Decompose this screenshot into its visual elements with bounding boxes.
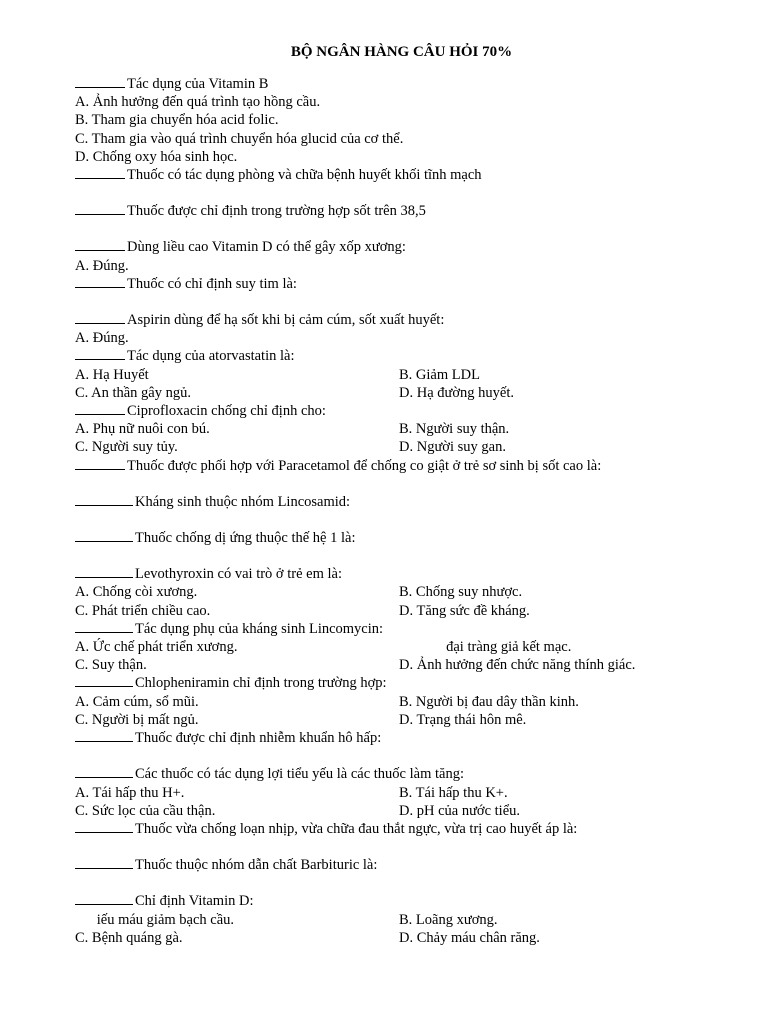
page-title: BỘ NGÂN HÀNG CÂU HỎI 70% [290, 44, 513, 60]
answer-option: C. Sức lọc của cầu thận. [75, 802, 216, 819]
answer-option: A. Tái hấp thu H+. [75, 784, 185, 801]
answer-blank [75, 166, 125, 179]
answer-option: B. Người bị đau dây thần kinh. [399, 693, 579, 710]
answer-option: A. Đúng. [75, 257, 129, 274]
answer-option: A. Hạ Huyết [75, 366, 149, 383]
answer-option: D. Tăng sức đề kháng. [399, 602, 530, 619]
question [75, 493, 728, 511]
answer-option-row [75, 911, 728, 929]
answer-option-row [75, 438, 728, 456]
answer-option: D. Chảy máu chân răng. [399, 929, 540, 946]
answer-option-row [75, 638, 728, 656]
answer-blank [75, 75, 125, 88]
question [75, 765, 728, 783]
question-text: Dùng liều cao Vitamin D có thể gây xốp xương: [127, 239, 406, 256]
question-text: Thuốc có tác dụng phòng và chữa bệnh huyết khối tĩnh mạch [127, 167, 482, 184]
answer-blank [75, 238, 125, 251]
question [75, 729, 728, 747]
question-text: Tác dụng của atorvastatin là: [127, 348, 295, 365]
answer-option: C. An thần gây ngủ. [75, 384, 191, 401]
answer-option: iếu máu giảm bạch cầu. [75, 911, 235, 928]
answer-option-row [75, 366, 728, 384]
answer-option: D. Người suy gan. [399, 439, 506, 456]
question-text: Tác dụng phụ của kháng sinh Lincomycin: [135, 620, 384, 637]
answer-blank [75, 856, 133, 869]
question-text: Thuốc vừa chống loạn nhịp, vừa chữa đau thắt ngực, vừa trị cao huyết áp là: [135, 820, 578, 837]
question-text: Các thuốc có tác dụng lợi tiểu yếu là các thuốc làm tăng: [135, 766, 464, 783]
answer-option-row [75, 583, 728, 601]
answer-blank [75, 820, 133, 833]
question-text: Thuốc thuộc nhóm dẫn chất Barbituric là: [135, 857, 378, 874]
answer-option-row [75, 656, 728, 674]
question-text: Thuốc được phối hợp với Paracetamol để chống co giật ở trẻ sơ sinh bị sốt cao là: [127, 457, 602, 474]
question [75, 620, 728, 638]
question-text: Aspirin dùng để hạ sốt khi bị cảm cúm, sốt xuất huyết: [127, 312, 445, 329]
answer-option: A. Chống còi xương. [75, 584, 198, 601]
answer-option: B. Chống suy nhược. [399, 584, 523, 601]
answer-blank [75, 347, 125, 360]
answer-option: D. Trạng thái hôn mê. [399, 711, 527, 728]
question [75, 238, 728, 256]
answer-option-row [75, 693, 728, 711]
answer-blank [75, 402, 125, 415]
answer-option: D. Ảnh hưởng đến chức năng thính giác. [399, 657, 636, 674]
blank-line [75, 293, 728, 311]
question-list [75, 75, 728, 947]
answer-option-row [75, 420, 728, 438]
blank-line [75, 547, 728, 565]
question-text: Thuốc được chỉ định nhiễm khuẩn hô hấp: [135, 730, 382, 747]
question [75, 892, 728, 910]
question-text: Chlopheniramin chỉ định trong trường hợp: [135, 675, 387, 692]
answer-option: D. pH của nước tiểu. [399, 802, 521, 819]
answer-blank [75, 565, 133, 578]
answer-blank [75, 275, 125, 288]
answer-option: C. Suy thận. [75, 657, 147, 674]
question-text: Chỉ định Vitamin D: [135, 893, 254, 910]
answer-option-row [75, 802, 728, 820]
answer-option: A. Phụ nữ nuôi con bú. [75, 421, 210, 438]
answer-option: C. Phát triển chiều cao. [75, 602, 211, 619]
answer-option: D. Chống oxy hóa sinh học. [75, 148, 238, 165]
question-text: Ciprofloxacin chống chỉ định cho: [127, 403, 326, 420]
answer-option: A. Ảnh hưởng đến quá trình tạo hồng cầu. [75, 94, 321, 111]
answer-blank [75, 202, 125, 215]
answer-option: B. Giảm LDL [399, 366, 480, 383]
blank-line [75, 475, 728, 493]
answer-blank [75, 457, 125, 470]
answer-option: B. Người suy thận. [399, 421, 510, 438]
answer-blank [75, 620, 133, 633]
question [75, 529, 728, 547]
question [75, 311, 728, 329]
question [75, 75, 728, 93]
answer-option: A. Đúng. [75, 330, 129, 347]
answer-blank [75, 311, 125, 324]
question-text: Thuốc chống dị ứng thuộc thế hệ 1 là: [135, 530, 356, 547]
blank-line [75, 838, 728, 856]
question [75, 347, 728, 365]
blank-line [75, 511, 728, 529]
answer-option-row [75, 384, 728, 402]
answer-option: C. Người bị mất ngủ. [75, 711, 199, 728]
question [75, 674, 728, 692]
answer-option-row [75, 711, 728, 729]
blank-line [75, 184, 728, 202]
answer-blank [75, 765, 133, 778]
question-text: Thuốc được chỉ định trong trường hợp sốt trên 38,5 [127, 203, 426, 220]
question-text: Thuốc có chỉ định suy tim là: [127, 275, 297, 292]
answer-option: C. Người suy tủy. [75, 439, 178, 456]
answer-blank [75, 529, 133, 542]
answer-blank [75, 674, 133, 687]
blank-line [75, 874, 728, 892]
answer-blank [75, 493, 133, 506]
question [75, 565, 728, 583]
question-text: Tác dụng của Vitamin B [127, 76, 269, 92]
answer-option: D. Hạ đường huyết. [399, 384, 514, 401]
question [75, 820, 728, 838]
answer-option-row [75, 784, 728, 802]
answer-option: đại tràng giả kết mạc. [399, 639, 572, 656]
blank-line [75, 220, 728, 238]
answer-blank [75, 892, 133, 905]
answer-option: C. Bệnh quáng gà. [75, 929, 183, 946]
answer-option: B. Tham gia chuyển hóa acid folic. [75, 112, 279, 129]
answer-option-row [75, 929, 728, 947]
question [75, 402, 728, 420]
question [75, 202, 728, 220]
question [75, 457, 728, 475]
question [75, 275, 728, 293]
answer-option-row [75, 602, 728, 620]
answer-option: B. Loãng xương. [399, 911, 498, 928]
answer-option: A. Cảm cúm, sổ mũi. [75, 693, 199, 710]
blank-line [75, 747, 728, 765]
question [75, 166, 728, 184]
question [75, 856, 728, 874]
question-text: Kháng sinh thuộc nhóm Lincosamid: [135, 493, 351, 510]
answer-option: A. Ức chế phát triển xương. [75, 639, 238, 656]
question-text: Levothyroxin có vai trò ở trẻ em là: [135, 566, 342, 583]
answer-option: B. Tái hấp thu K+. [399, 784, 508, 801]
answer-blank [75, 729, 133, 742]
answer-option: C. Tham gia vào quá trình chuyển hóa glucid của cơ thể. [75, 130, 404, 147]
